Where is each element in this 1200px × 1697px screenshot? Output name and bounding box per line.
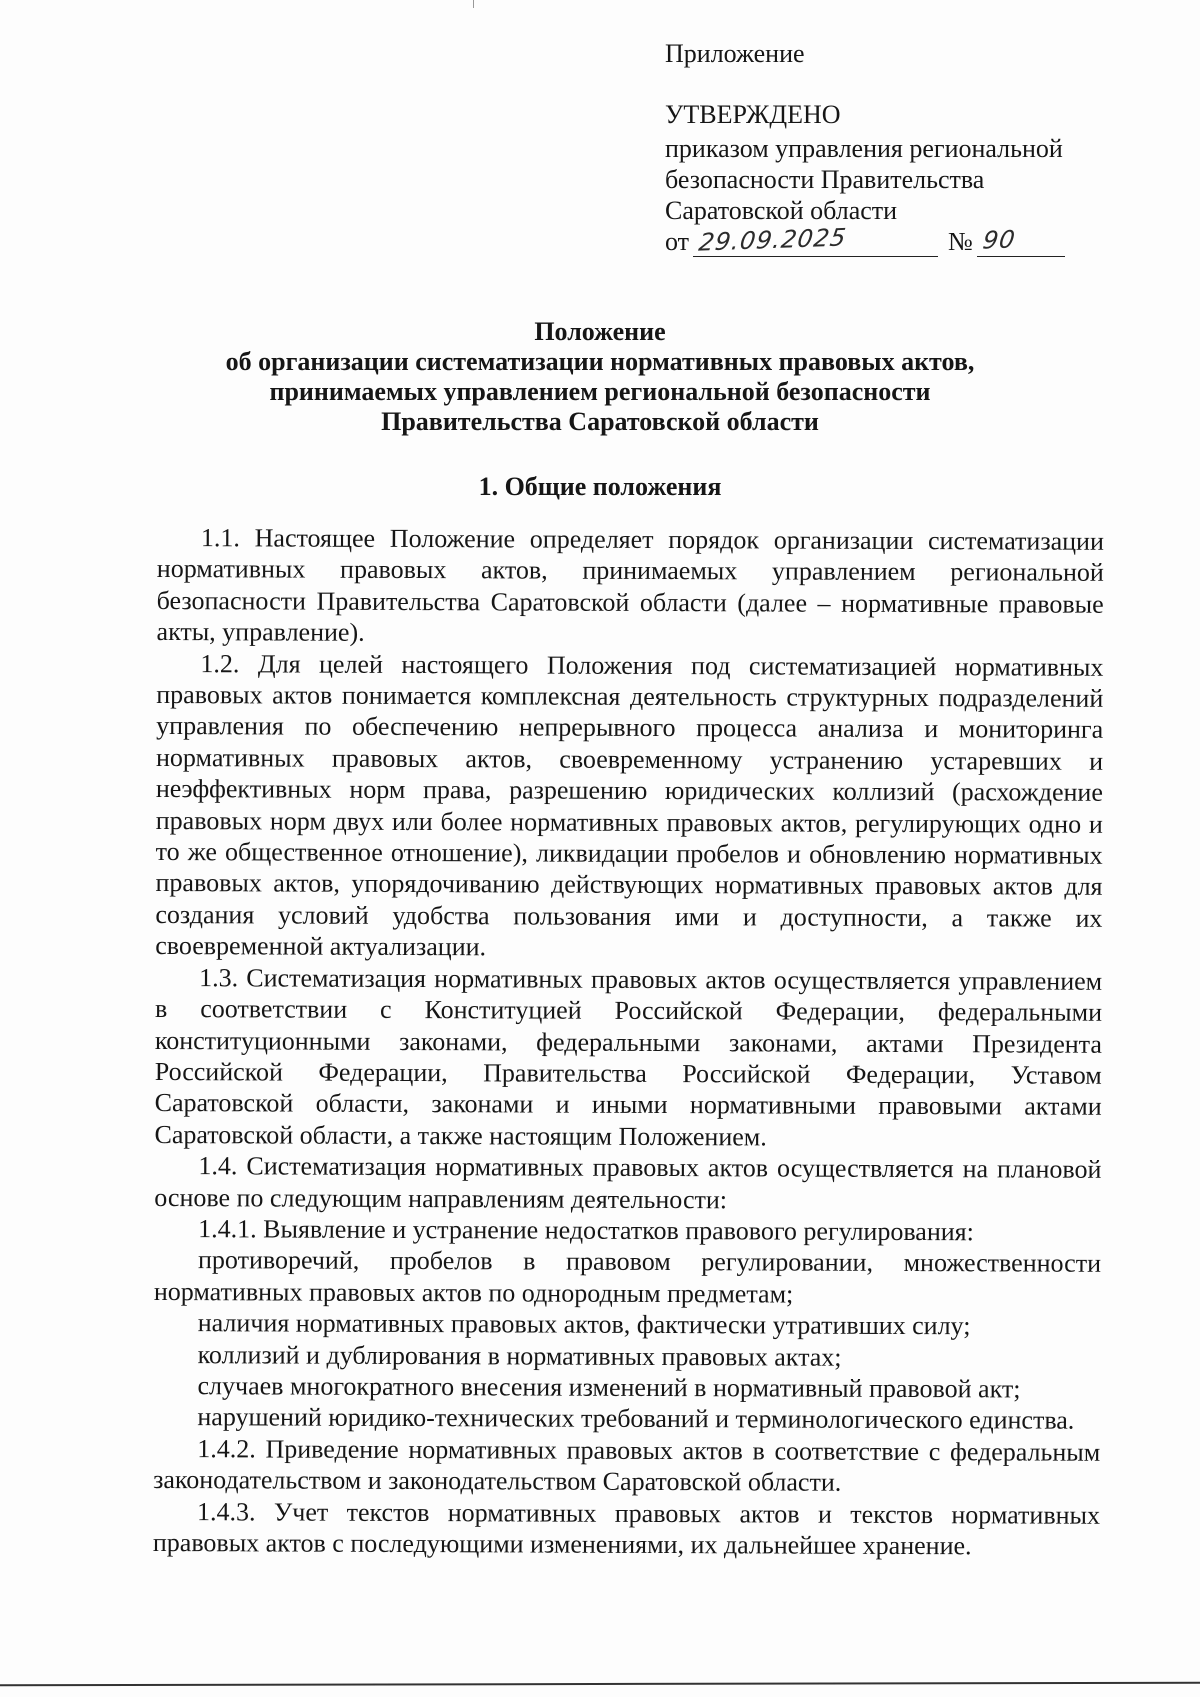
handwritten-number: 90 — [980, 225, 1018, 255]
date-field — [693, 223, 938, 257]
title-line-1: Положение — [534, 317, 666, 346]
scan-bottom-edge — [0, 1682, 1200, 1687]
approved-label: УТВЕРЖДЕНО — [665, 100, 841, 129]
order-line-2: безопасности Правительства — [665, 165, 985, 194]
paragraph-1-2: 1.2. Для целей настоящего Положения под систематизацией нормативных правовых актов понимается комплексная деятельность структурных подразделений управления по обеспечению непрерывного процесса анализа и мониторинга нормативных правовых актов, своевременному устранению устаревших и неэффективных норм права, разрешению юридических коллизий (расхождение правовых норм двух или более нормативных правовых актов, регулирующих одно и то же общественное отношение), ликвидации пробелов и обновлению нормативных правовых актов, упорядочиванию действующих нормативных правовых актов для создания условий удобства пользования ими и доступности, а также их своевременной актуализации. — [155, 648, 1104, 962]
title-line-4: Правительства Саратовской области — [381, 407, 819, 436]
section-heading: 1. Общие положения — [478, 472, 722, 501]
order-line-3: Саратовской области — [665, 196, 898, 225]
number-prefix: № — [948, 227, 973, 256]
paragraph-1-3: 1.3. Систематизация нормативных правовых актов осуществляется управлением в соответствии с Конституцией Российской Федерации, федеральными конституционными законами, федеральными законами, актами Президента Российской Федерации, Правительства Российской Федерации, Уставом Саратовской области, законами и иными нормативными правовыми актами Саратовской области, а также настоящим Положением. — [154, 962, 1103, 1152]
date-number-line — [665, 223, 1085, 262]
document-title — [150, 317, 1050, 437]
scan-mark — [473, 0, 474, 8]
paragraph-1-4: 1.4. Систематизация нормативных правовых актов осуществляется на плановой основе по следующим направлениям деятельности: — [154, 1151, 1102, 1214]
number-field — [977, 225, 1065, 257]
list-item-technical-requirements: нарушений юридико-технических требований и терминологического единства. — [197, 1402, 1075, 1436]
title-line-2: об организации систематизации нормативных правовых актов, — [225, 347, 975, 376]
title-line-3: принимаемых управлением региональной безопасности — [269, 377, 931, 406]
appendix-label: Приложение — [665, 39, 805, 68]
list-item-multiple-changes: случаев многократного внесения изменений в нормативный правовой акт; — [197, 1371, 1021, 1404]
document-body — [153, 522, 1104, 1562]
list-item-expired-acts: наличия нормативных правовых актов, фактически утративших силу; — [197, 1308, 971, 1341]
paragraph-1-4-1: 1.4.1. Выявление и устранение недостатков правового регулирования: — [198, 1214, 974, 1247]
list-item-contradictions: противоречий, пробелов в правовом регулировании, множественности нормативных правовых актов по однородным предметам; — [153, 1245, 1102, 1309]
order-line-1: приказом управления региональной — [665, 134, 1063, 163]
approval-block — [665, 38, 1085, 262]
list-item-collisions: коллизий и дублирования в нормативных правовых актах; — [197, 1339, 842, 1372]
handwritten-date: 29.09.2025 — [697, 223, 849, 257]
paragraph-1-4-2: 1.4.2. Приведение нормативных правовых актов в соответствие с федеральным законодательством и законодательством Саратовской области. — [153, 1433, 1101, 1497]
paragraph-1-1: 1.1. Настоящее Положение определяет порядок организации систематизации нормативных правовых актов, принимаемых управлением региональной безопасности Правительства Саратовской области (далее – нормативные правовые акты, управление). — [156, 523, 1104, 648]
date-prefix: от — [665, 227, 690, 256]
paragraph-1-4-3: 1.4.3. Учет текстов нормативных правовых актов и текстов нормативных правовых актов с последующими изменениями, их дальнейшее хранение. — [152, 1496, 1101, 1561]
